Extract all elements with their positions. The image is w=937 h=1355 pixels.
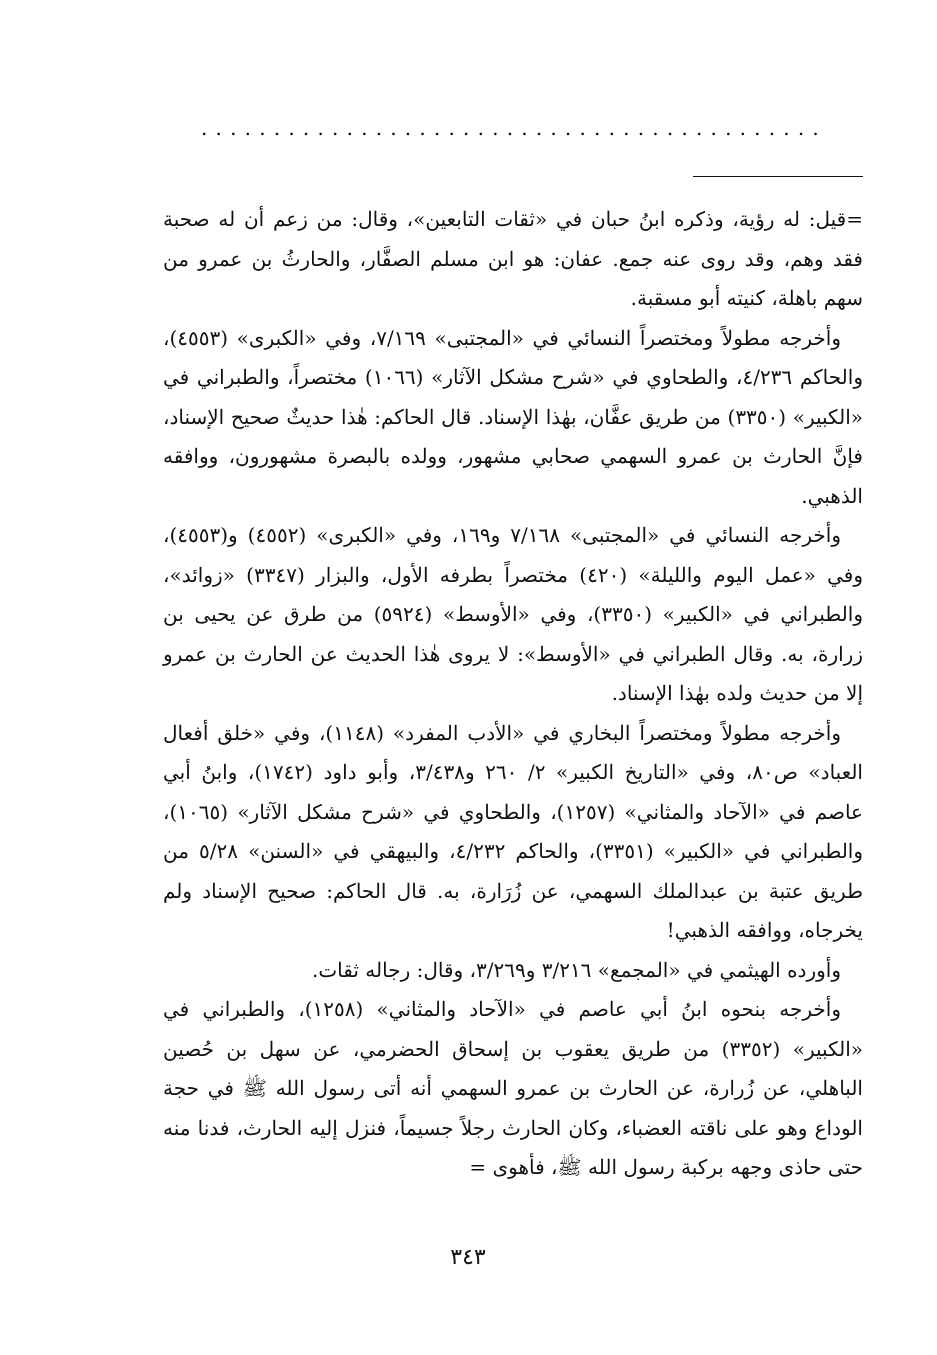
footnote-paragraph: وأخرجه مطولاً ومختصراً النسائي في «المجتبى» ٧/١٦٩، وفي «الكبرى» (٤٥٥٣)، والحاكم ٤/٢٣٦، والطحاوي في «شرح مشكل الآثار» (١٠٦٦) مختصراً، والطبراني في «الكبير» (٣٣٥٠) من طريق عفَّان، بهٰذا الإسناد. قال الحاكم: هٰذا حديثٌ صحيح الإسناد، فإنَّ الحارث بن عمرو السهمي صحابي مشهور، وولده بالبصرة مشهورون، ووافقه الذهبي. (163, 325, 863, 508)
separator-dots: ........................................... (201, 118, 827, 138)
footnote-paragraph: وأخرجه بنحوه ابنُ أبي عاصم في «الآحاد والمثاني» (١٢٥٨)، والطبراني في «الكبير» (٣٣٥٢) من طريق يعقوب بن إسحاق الحضرمي، عن سهل بن حُصين الباهلي، عن زُرارة، عن الحارث بن عمرو السهمي أنه أتى رسول الله ﷺ في حجة الوداع وهو على ناقته العضباء، وكان الحارث رجلاً جسيماً، فنزل إليه الحارث، فدنا منه حتى حاذى وجهه بركبة رسول الله ﷺ، فأهوى = (163, 997, 864, 1179)
footnote-paragraph: وأخرجه النسائي في «المجتبى» ٧/١٦٨ و١٦٩، وفي «الكبرى» (٤٥٥٢) و(٤٥٥٣)، وفي «عمل اليوم والليلة» (٤٢٠) مختصراً بطرفه الأول، والبزار (٣٣٤٧) «زوائد»، والطبراني في «الكبير» (٣٣٥٠)، وفي «الأوسط» (٥٩٢٤) من طرق عن يحيى بن زرارة، به. وقال الطبراني في «الأوسط»: لا يروى هٰذا الحديث عن الحارث بن عمرو إلا من حديث ولده بهٰذا الإسناد. (163, 523, 864, 705)
footnote-paragraph: =قيل: له رؤية، وذكره ابنُ حبان في «ثقات التابعين»، وقال: من زعم أن له صحبة فقد وهم، وقد روى عنه جمع. عفان: هو ابن مسلم الصفَّار، والحارثُ بن عمرو من سهم باهلة، كنيته أبو مسقبة. (163, 207, 863, 310)
footnote-block (163, 200, 863, 1188)
footnote-paragraph: وأورده الهيثمي في «المجمع» ٣/٢١٦ و٣/٢٦٩، وقال: رجاله ثقات. (311, 957, 841, 982)
footnote-rule (693, 176, 863, 177)
footnote-paragraph: وأخرجه مطولاً ومختصراً البخاري في «الأدب المفرد» (١١٤٨)، وفي «خلق أفعال العباد» ص٨٠، وفي «التاريخ الكبير» ٢/ ٢٦٠ و٣/٤٣٨، وأبو داود (١٧٤٢)، وابنُ أبي عاصم في «الآحاد والمثاني» (١٢٥٧)، والطحاوي في «شرح مشكل الآثار» (١٠٦٥)، والطبراني في «الكبير» (٣٣٥١)، والحاكم ٤/٢٣٢، والبيهقي في «السنن» ٥/٢٨ من طريق عتبة بن عبدالملك السهمي، عن زُرَارة، به. قال الحاكم: صحيح الإسناد ولم يخرجاه، ووافقه الذهبي! (163, 720, 863, 942)
page-number: ٣٤٣ (450, 1245, 486, 1270)
